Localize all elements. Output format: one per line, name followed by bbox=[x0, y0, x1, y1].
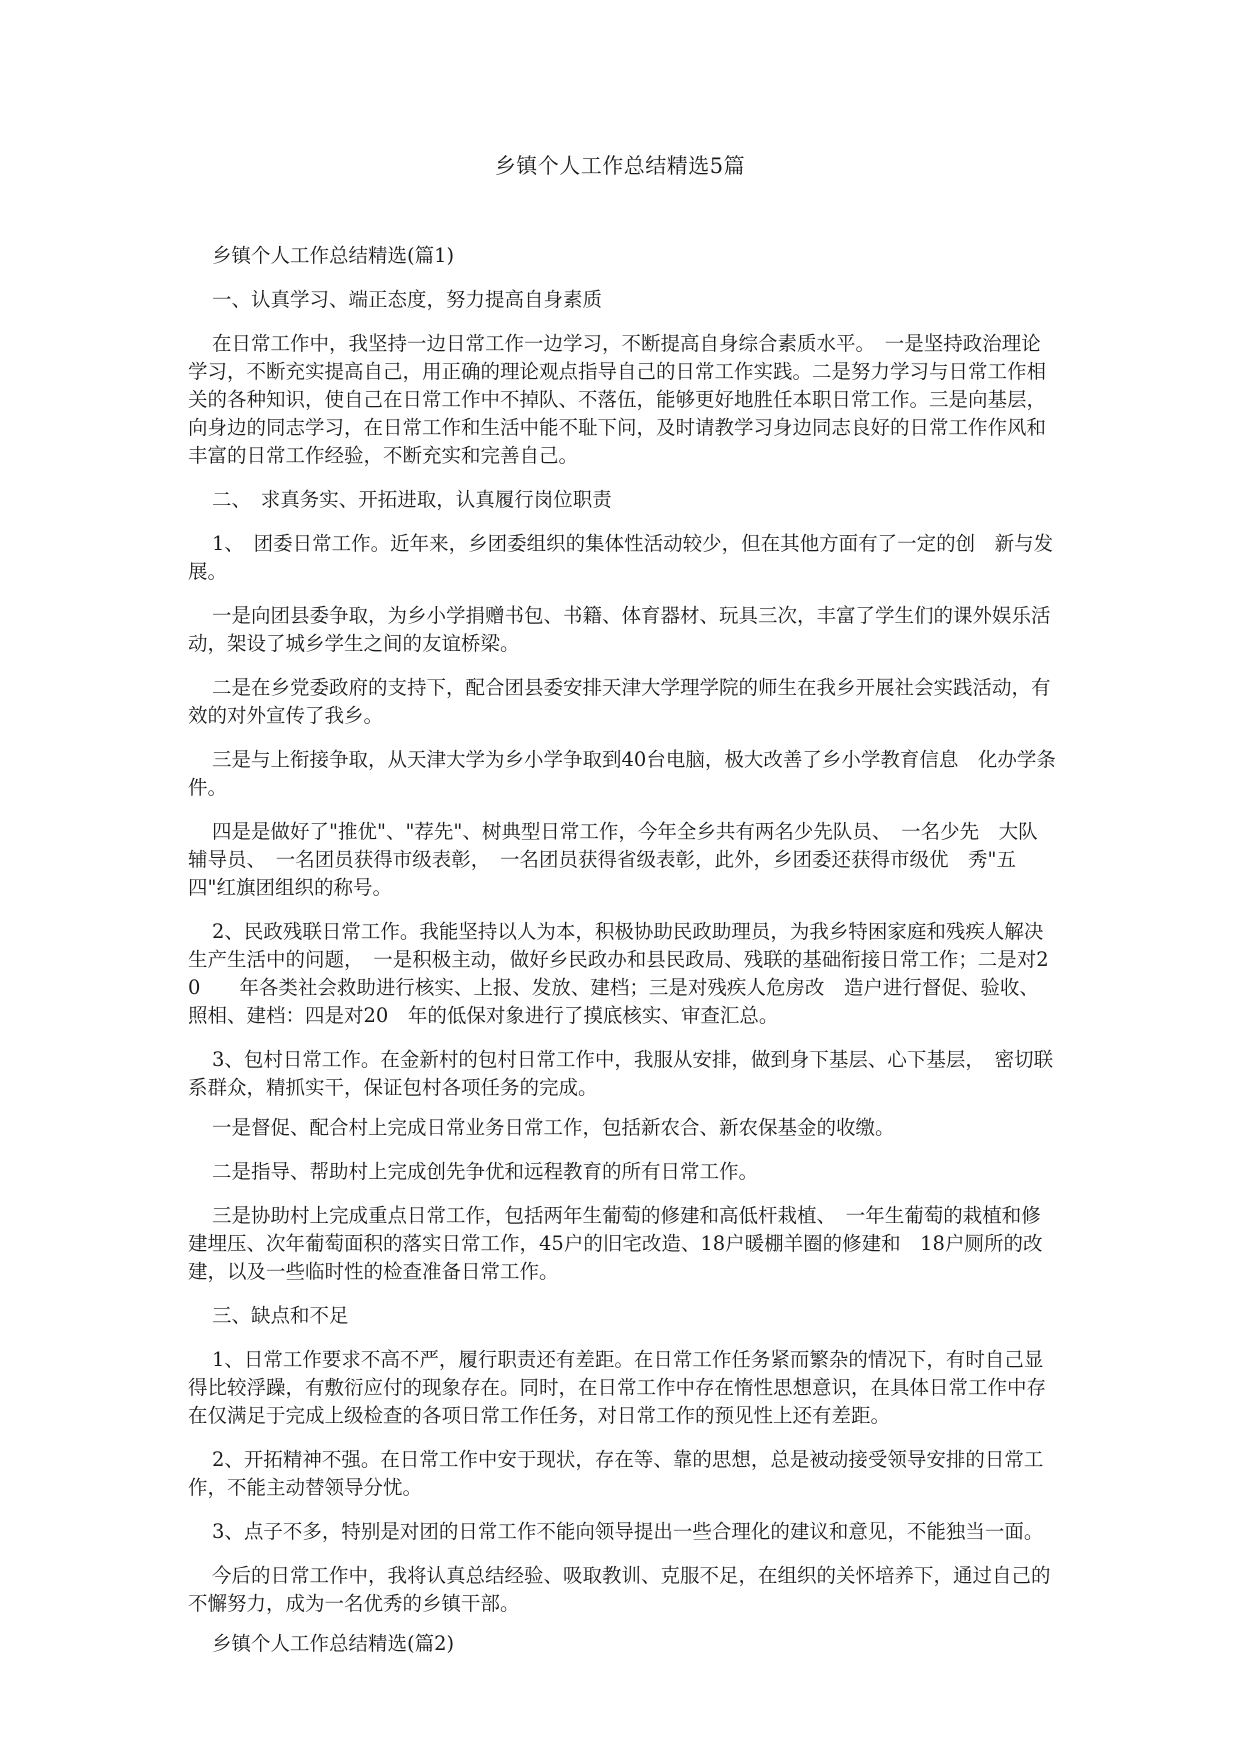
paragraph: 在日常工作中，我坚持一边日常工作一边学习，不断提高自身综合素质水平。 一是坚持政治理论学习，不断充实提高自己，用正确的理论观点指导自己的日常工作实践。二是努力学习与日常工作相关的各种知识，使自己在日常工作中不掉队、不落伍，能够更好地胜任本职日常工作。三是向基层，向身边的同志学习，在日常工作和生活中能不耻下问，及时请教学习身边同志良好的日常工作作风和丰富的日常工作经验，不断充实和完善自己。 bbox=[188, 332, 1047, 467]
section-heading: 二、 求真务实、开拓进取，认真履行岗位职责 bbox=[212, 488, 612, 511]
paragraph: 1、日常工作要求不高不严，履行职责还有差距。在日常工作任务紧而繁杂的情况下，有时自己显得比较浮躁，有敷衍应付的现象存在。同时，在日常工作中存在惰性思想意识，在具体日常工作中存在仅满足于完成上级检查的各项日常工作任务，对日常工作的预见性上还有差距。 bbox=[188, 1348, 1047, 1427]
paragraph: 二是在乡党委政府的支持下，配合团县委安排天津大学理学院的师生在我乡开展社会实践活动，有效的对外宣传了我乡。 bbox=[188, 676, 1051, 727]
paragraph: 2、民政残联日常工作。我能坚持以人为本，积极协助民政助理员，为我乡特困家庭和残疾人解决生产生活中的问题， 一是积极主动，做好乡民政办和县民政局、残联的基础衔接日常工作；二是对20 年各类社会救助进行核实、上报、发放、建档；三是对残疾人危房改 造户进行督促、验收、照相、建档：四是对20 年的低保对象进行了摸底核实、审查汇总。 bbox=[188, 920, 1049, 1027]
paragraph: 1、 团委日常工作。近年来，乡团委组织的集体性活动较少，但在其他方面有了一定的创 新与发展。 bbox=[188, 532, 1054, 583]
document-body bbox=[188, 242, 1056, 1674]
paragraph: 一是督促、配合村上完成日常业务日常工作，包括新农合、新农保基金的收缴。 bbox=[212, 1116, 895, 1139]
section-heading: 乡镇个人工作总结精选(篇1) bbox=[212, 244, 455, 267]
section-heading: 一、认真学习、端正态度，努力提高自身素质 bbox=[212, 288, 603, 311]
paragraph: 三是与上衔接争取，从天津大学为乡小学争取到40台电脑，极大改善了乡小学教育信息 化办学条件。 bbox=[188, 748, 1056, 799]
paragraph: 三是协助村上完成重点日常工作，包括两年生葡萄的修建和高低杆栽植、 一年生葡萄的栽植和修建埋压、次年葡萄面积的落实日常工作，45户的旧宅改造、18户暖棚羊圈的修建和 18户厕所的改建，以及一些临时性的检查准备日常工作。 bbox=[188, 1204, 1043, 1283]
document-title: 乡镇个人工作总结精选5篇 bbox=[494, 154, 746, 178]
paragraph: 二是指导、帮助村上完成创先争优和远程教育的所有日常工作。 bbox=[212, 1160, 759, 1183]
paragraph: 2、开拓精神不强。在日常工作中安于现状，存在等、靠的思想，总是被动接受领导安排的日常工作，不能主动替领导分忧。 bbox=[188, 1448, 1044, 1499]
paragraph: 3、点子不多，特别是对团的日常工作不能向领导提出一些合理化的建议和意见，不能独当一面。 bbox=[212, 1520, 1044, 1543]
paragraph: 3、包村日常工作。在金新村的包村日常工作中，我服从安排，做到身下基层、心下基层， 密切联系群众，精抓实干，保证包村各项任务的完成。 bbox=[188, 1048, 1054, 1099]
section-heading: 乡镇个人工作总结精选(篇2) bbox=[212, 1632, 455, 1655]
paragraph: 四是是做好了"推优"、"荐先"、树典型日常工作，今年全乡共有两名少先队员、 一名少先 大队辅导员、 一名团员获得市级表彰， 一名团员获得省级表彰，此外，乡团委还获得市级优 秀"五四"红旗团组织的称号。 bbox=[188, 820, 1038, 899]
section-heading: 三、缺点和不足 bbox=[212, 1304, 349, 1327]
paragraph: 今后的日常工作中，我将认真总结经验、吸取教训、克服不足，在组织的关怀培养下，通过自己的不懈努力，成为一名优秀的乡镇干部。 bbox=[188, 1564, 1051, 1615]
paragraph: 一是向团县委争取，为乡小学捐赠书包、书籍、体育器材、玩具三次，丰富了学生们的课外娱乐活动，架设了城乡学生之间的友谊桥梁。 bbox=[188, 604, 1051, 655]
